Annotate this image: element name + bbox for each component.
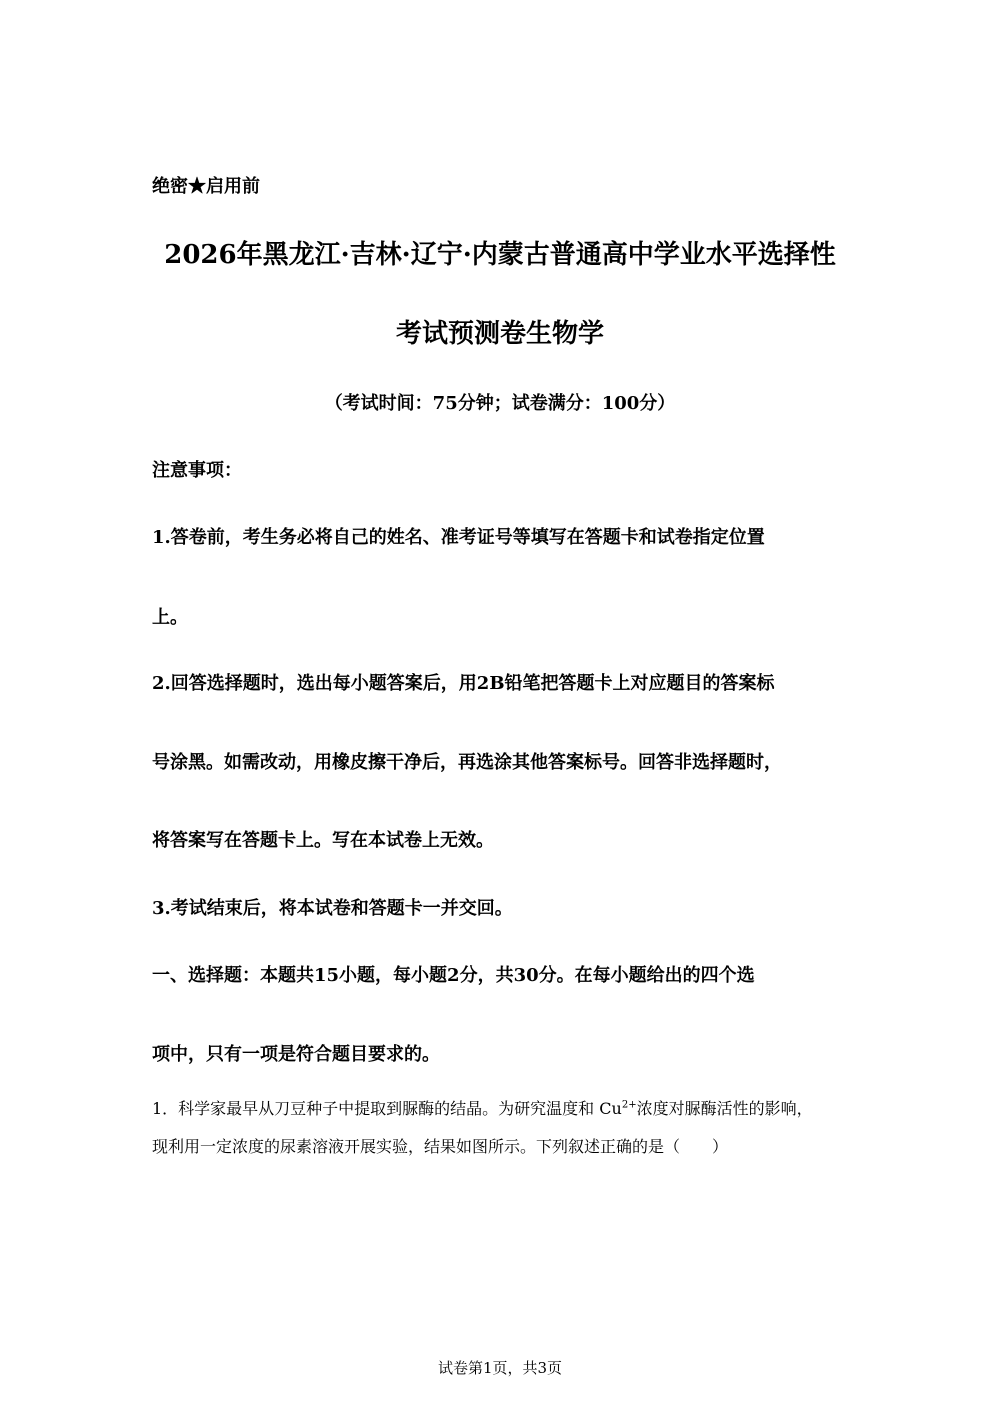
notice-item-1-line-2: 上。 bbox=[152, 607, 188, 628]
notice-item-2-line-2: 号涂黑。如需改动，用橡皮擦干净后，再选涂其他答案标号。回答非选择题时， bbox=[152, 752, 782, 773]
exam-title-line-1: 2026年黑龙江·吉林·辽宁·内蒙古普通高中学业水平选择性 bbox=[164, 240, 836, 270]
question-1-text-start: 1．科学家最早从刀豆种子中提取到脲酶的结晶。为研究温度和 Cu bbox=[152, 1099, 622, 1118]
section-1-heading-line-1: 一、选择题：本题共15小题，每小题2分，共30分。在每小题给出的四个选 bbox=[152, 965, 755, 986]
notice-item-1-line-1: 1.答卷前，考生务必将自己的姓名、准考证号等填写在答题卡和试卷指定位置 bbox=[152, 527, 765, 548]
notice-item-2-line-3: 将答案写在答题卡上。写在本试卷上无效。 bbox=[152, 830, 494, 851]
notice-item-2-line-1: 2.回答选择题时，选出每小题答案后，用2B铅笔把答题卡上对应题目的答案标 bbox=[152, 673, 775, 694]
question-1-text-end: 浓度对脲酶活性的影响， bbox=[636, 1099, 813, 1118]
notice-item-3: 3.考试结束后，将本试卷和答题卡一并交回。 bbox=[152, 898, 513, 919]
notice-heading: 注意事项： bbox=[152, 460, 242, 481]
question-1-line-1 bbox=[152, 1096, 813, 1119]
exam-time-and-score: （考试时间：75分钟；试卷满分：100分） bbox=[324, 393, 676, 414]
exam-title-line-2: 考试预测卷生物学 bbox=[395, 319, 604, 349]
question-1-line-2: 现利用一定浓度的尿素溶液开展实验，结果如图所示。下列叙述正确的是（ ） bbox=[152, 1137, 729, 1156]
page-footer: 试卷第1页，共3页 bbox=[437, 1359, 563, 1377]
copper-ion-charge: 2+ bbox=[621, 1099, 637, 1111]
section-1-heading-line-2: 项中，只有一项是符合题目要求的。 bbox=[152, 1044, 440, 1065]
confidential-label: 绝密★启用前 bbox=[152, 176, 260, 197]
